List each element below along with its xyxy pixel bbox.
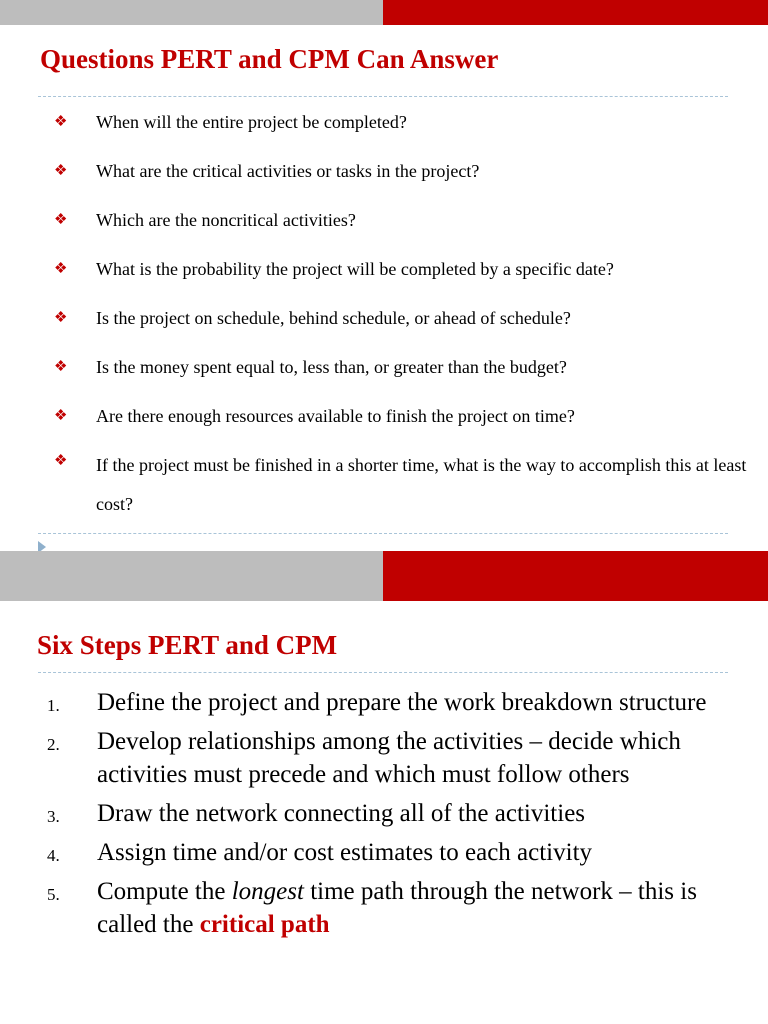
list-item: ❖ If the project must be finished in a shorter time, what is the way to accomplish this at least cost? — [54, 446, 754, 526]
separator-bar-gray — [0, 551, 383, 601]
slide2-title: Six Steps PERT and CPM — [37, 630, 338, 660]
diamond-bullet-icon: ❖ — [54, 261, 68, 277]
step-text: Draw the network connecting all of the activities — [97, 800, 586, 827]
header-bar-red — [383, 0, 768, 25]
list-item — [38, 875, 748, 941]
header-bar-gray — [0, 0, 383, 25]
slide1-title: Questions PERT and CPM Can Answer — [40, 44, 499, 74]
diamond-bullet-icon: ❖ — [54, 114, 68, 130]
diamond-bullet-icon: ❖ — [54, 453, 68, 469]
diamond-bullet-icon: ❖ — [54, 163, 68, 179]
list-item — [38, 836, 748, 869]
footer-divider — [38, 533, 728, 534]
list-item — [38, 797, 748, 830]
diamond-bullet-icon: ❖ — [54, 310, 68, 326]
title-divider — [38, 96, 728, 97]
list-item: ❖ When will the entire project be completed? — [54, 107, 754, 156]
step-text: Define the project and prepare the work breakdown structure — [97, 689, 707, 716]
step-number: 4. — [47, 846, 60, 865]
separator-bar-red — [383, 551, 768, 601]
critical-path-term: critical path — [199, 911, 330, 938]
list-item — [38, 686, 748, 719]
list-item: ❖ What is the probability the project will be completed by a specific date? — [54, 254, 754, 303]
steps-list — [38, 686, 748, 947]
step-number: 1. — [47, 696, 60, 715]
questions-list — [54, 107, 754, 526]
diamond-bullet-icon: ❖ — [54, 359, 68, 375]
list-item: ❖ Is the project on schedule, behind schedule, or ahead of schedule? — [54, 303, 754, 352]
slide-header-bar — [0, 0, 768, 25]
step-text: Assign time and/or cost estimates to each activity — [97, 839, 593, 866]
step-number: 5. — [47, 885, 60, 904]
list-item: ❖ Is the money spent equal to, less than, or greater than the budget? — [54, 352, 754, 401]
title-divider — [38, 672, 728, 673]
list-item — [38, 725, 748, 791]
diamond-bullet-icon: ❖ — [54, 408, 68, 424]
step-text: Compute the longest time path through the network – this is called the critical path — [97, 878, 697, 938]
emphasis-longest: longest — [231, 878, 304, 905]
list-item: ❖ Which are the noncritical activities? — [54, 205, 754, 254]
diamond-bullet-icon: ❖ — [54, 212, 68, 228]
step-number: 2. — [47, 735, 60, 754]
slide-separator-bar — [0, 551, 768, 601]
list-item: ❖ Are there enough resources available to finish the project on time? — [54, 401, 754, 450]
step-text: Develop relationships among the activities – decide which activities must precede and which must follow others — [97, 728, 681, 788]
list-item: ❖ What are the critical activities or tasks in the project? — [54, 156, 754, 205]
step-number: 3. — [47, 807, 60, 826]
